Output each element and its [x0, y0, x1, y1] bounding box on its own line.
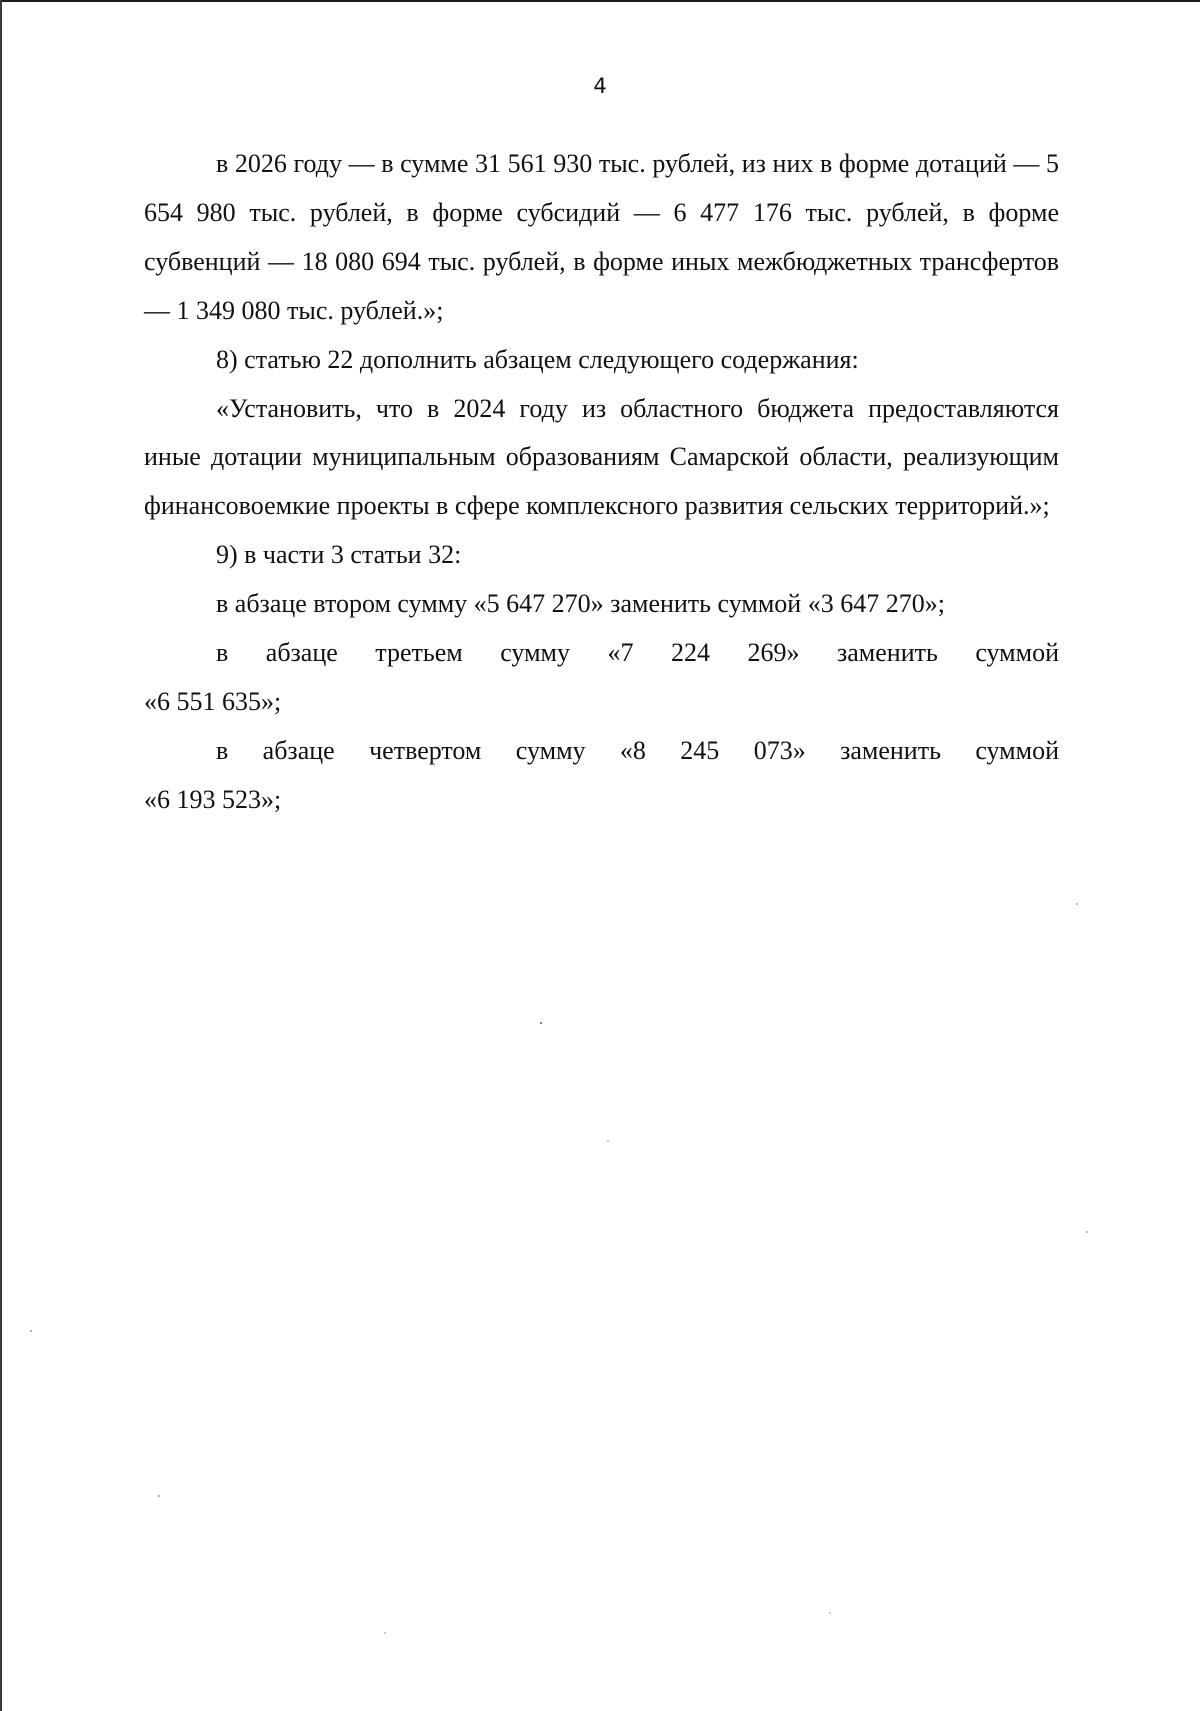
- paragraph-fourth-abzats-continuation: «6 193 523»;: [144, 784, 282, 814]
- scan-speck: [384, 1632, 386, 1634]
- scan-speck: [540, 1022, 542, 1024]
- scan-speck: [1076, 903, 1078, 905]
- paragraph-third-abzats: в абзаце третьем сумму «7 224 269» заменить суммой: [216, 638, 1059, 668]
- scan-speck: [829, 1612, 831, 1614]
- scan-speck: [607, 1140, 609, 1142]
- paragraph-budget-2026: в 2026 году — в сумме 31 561 930 тыс. рублей, из них в форме дотаций — 5 654 980 тыс. рублей, в форме субсидий — 6 477 176 тыс. рублей, в форме субвенций — 18 080 694 тыс. рублей, в форме иных межбюджетных трансфертов — 1 349 080 тыс. рублей.»;: [144, 149, 1059, 325]
- paragraph-item-8: 8) статью 22 дополнить абзацем следующего содержания:: [216, 344, 859, 374]
- scan-speck: [1086, 1231, 1088, 1233]
- document-body: [144, 140, 1059, 825]
- paragraph-quoted-insert: «Установить, что в 2024 году из областного бюджета предоставляются иные дотации муниципальным образованиям Самарской области, реализующим финансовоемкие проекты в сфере комплексного развития сельских территорий.»;: [144, 393, 1059, 521]
- paragraph-item-9: 9) в части 3 статьи 32:: [216, 540, 462, 570]
- page-number: 4: [593, 74, 607, 98]
- paragraph-second-abzats: в абзаце втором сумму «5 647 270» заменить суммой «3 647 270»;: [216, 589, 945, 619]
- paragraph-fourth-abzats: в абзаце четвертом сумму «8 245 073» заменить суммой: [216, 735, 1059, 765]
- scan-edge-left: [0, 0, 2, 1711]
- scan-speck: [30, 1330, 32, 1332]
- scan-edge-top: [0, 0, 1200, 2]
- paragraph-third-abzats-continuation: «6 551 635»;: [144, 686, 282, 716]
- scan-speck: [158, 1495, 160, 1497]
